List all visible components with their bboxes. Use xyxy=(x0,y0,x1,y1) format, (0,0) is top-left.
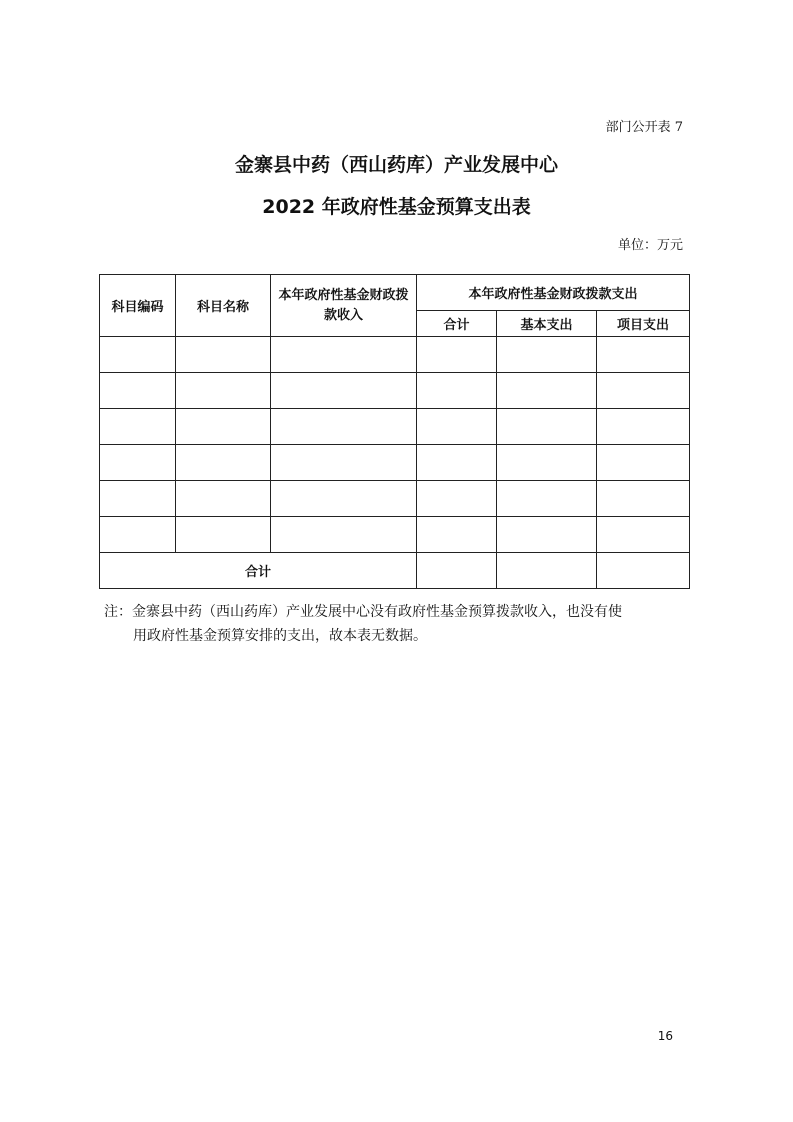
table-cell xyxy=(597,337,690,373)
table-cell xyxy=(271,409,417,445)
table-cell xyxy=(100,409,176,445)
table-cell xyxy=(417,373,497,409)
table-cell xyxy=(100,481,176,517)
table-row xyxy=(100,409,690,445)
table-row xyxy=(100,373,690,409)
table-cell xyxy=(417,409,497,445)
table-cell xyxy=(176,337,271,373)
table-row xyxy=(100,337,690,373)
page-subtitle: 2022 年政府性基金预算支出表 xyxy=(262,196,531,218)
page-number: 16 xyxy=(657,1029,673,1043)
table-cell xyxy=(497,481,597,517)
table-cell xyxy=(597,481,690,517)
unit-label: 单位：万元 xyxy=(617,238,683,253)
table-cell xyxy=(100,517,176,553)
table-cell xyxy=(597,409,690,445)
table-cell xyxy=(271,337,417,373)
table-cell xyxy=(417,553,497,589)
footnote-line-2: 用政府性基金预算安排的支出，故本表无数据。 xyxy=(133,628,427,644)
col-code-header: 科目编码 xyxy=(100,275,176,337)
table-cell xyxy=(417,517,497,553)
table-cell xyxy=(497,445,597,481)
page-title: 金寨县中药（西山药库）产业发展中心 xyxy=(234,154,558,176)
table-cell xyxy=(497,337,597,373)
table-cell xyxy=(176,445,271,481)
col-basic-header: 基本支出 xyxy=(497,311,597,337)
table-cell xyxy=(597,373,690,409)
table-cell xyxy=(597,445,690,481)
table-cell xyxy=(271,373,417,409)
table-cell xyxy=(176,409,271,445)
table-cell xyxy=(176,517,271,553)
total-label: 合计 xyxy=(100,553,417,589)
table-cell xyxy=(417,481,497,517)
table-cell xyxy=(100,445,176,481)
table-cell xyxy=(271,481,417,517)
table-tag: 部门公开表 7 xyxy=(605,120,683,135)
total-row xyxy=(100,553,690,589)
col-income-label: 本年政府性基金财政拨款收入 xyxy=(278,287,409,323)
header-row xyxy=(100,275,690,311)
col-total-header: 合计 xyxy=(417,311,497,337)
table-cell xyxy=(176,373,271,409)
table-cell xyxy=(417,445,497,481)
col-income-header xyxy=(271,275,417,337)
table-cell xyxy=(497,373,597,409)
table-cell xyxy=(271,445,417,481)
table-row xyxy=(100,481,690,517)
table-cell xyxy=(497,553,597,589)
table-cell xyxy=(100,373,176,409)
table-cell xyxy=(271,517,417,553)
table-cell xyxy=(597,517,690,553)
table-cell xyxy=(497,409,597,445)
col-expense-group-header: 本年政府性基金财政拨款支出 xyxy=(417,275,690,311)
footnote xyxy=(104,600,694,648)
table-cell xyxy=(597,553,690,589)
col-project-header: 项目支出 xyxy=(597,311,690,337)
table-row xyxy=(100,445,690,481)
table-cell xyxy=(497,517,597,553)
table-cell xyxy=(417,337,497,373)
budget-table xyxy=(99,274,690,589)
col-name-header: 科目名称 xyxy=(176,275,271,337)
table-row xyxy=(100,517,690,553)
footnote-line-1: 注：金寨县中药（西山药库）产业发展中心没有政府性基金预算拨款收入，也没有使 xyxy=(104,604,622,620)
table-cell xyxy=(176,481,271,517)
table-cell xyxy=(100,337,176,373)
